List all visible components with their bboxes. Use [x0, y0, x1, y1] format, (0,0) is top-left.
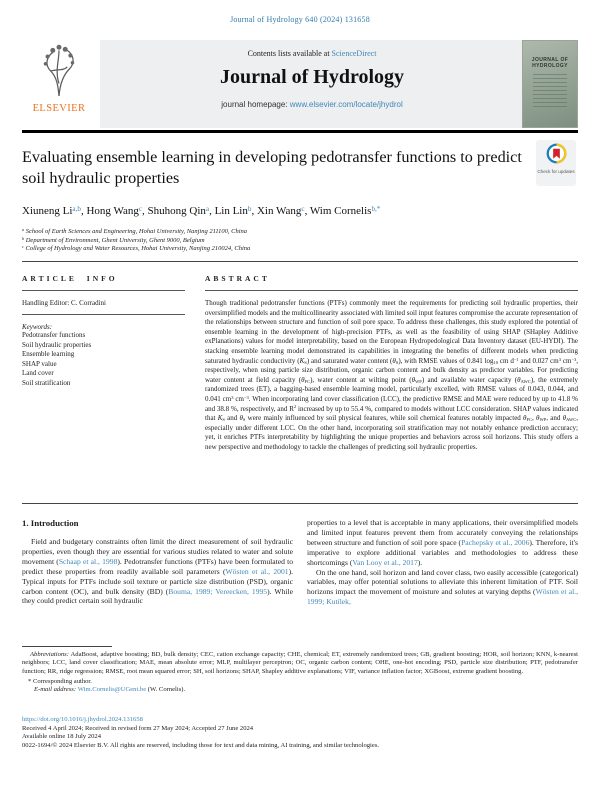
journal-header — [22, 40, 578, 128]
available-online: Available online 18 July 2024 — [22, 733, 101, 741]
text-segment: −3 — [243, 394, 249, 400]
abbreviations-note — [22, 651, 578, 676]
text-segment: , Shuhong Qin — [142, 205, 206, 217]
text-segment: θ — [411, 375, 416, 384]
corresponding-author-note: * Corresponding author. — [28, 677, 92, 685]
text-segment: Though traditional pedotransfer functions (PTFs) commonly meet the requirements for predicting soil hydraulic properties, their oversimplified models and the multicollinearity associated with limited soil input features compromise the accurate representation of the relationships between structure and function of soil pore space. To address these challenges, this study explored the potential of ensemble learning in the development of high-precision PTFs, as well as the feasibility of using SHAP (SHapley Additive exPlanations) values for model interpretability, based on the European Hydropedological Data Inventory dataset (EU-HYDI). The stacking ensemble learning model demonstrated its capabilities in integrating the benefits of different models when predicting saturated hydraulic conductivity ( — [205, 299, 578, 365]
text-segment: Department of Environment, Ghent University, Ghent 9000, Belgium — [24, 236, 205, 244]
received-dates: Received 4 April 2024; Received in revised form 27 May 2024; Accepted 27 June 2024 — [22, 724, 254, 732]
text-segment: Xiuneng Li — [22, 205, 73, 217]
keywords-list — [22, 331, 185, 388]
article-info-column — [22, 262, 185, 453]
text-segment: , Xin Wang — [251, 205, 302, 217]
introduction-heading: 1. Introduction — [22, 518, 79, 528]
text-segment: . When incorporating land cover classification (LCC), the predictive RMSE and MAE were reduced by up to 41.8 % and 38.8 %, respectively, and R — [205, 394, 578, 413]
journal-banner — [100, 40, 524, 128]
text-segment: , and — [546, 414, 563, 423]
body-left-column — [22, 518, 293, 607]
text-segment: WP — [539, 417, 547, 423]
inline-link[interactable]: Wösten et al., 1999; Kutílek, — [307, 587, 578, 607]
check-updates-label: Check for updates — [537, 169, 575, 174]
text-segment: , especially under different LCC. On the other hand, incorporating soil stratification may not notably enhance prediction accuracy; yet, it enriches PTFs interpretability by highlighting the unique properties and behaviors across soil horizons. This study offers a new perspective and methodology to tackle the challenges of predicting soil hydraulic properties. — [205, 414, 579, 451]
inline-link[interactable]: b,* — [371, 204, 381, 213]
body-right-column — [307, 518, 578, 607]
text-segment: ), the extremely randomized trees (ET), a bagging-based ensemble learning model, particularly excelled, with RMSE values of 0.043, 0.044, and 0.041 cm — [205, 375, 578, 403]
sciencedirect-link[interactable]: ScienceDirect — [331, 49, 377, 58]
text-segment: a — [22, 227, 25, 233]
text-segment: AWC — [566, 417, 577, 423]
text-segment: ). — [417, 557, 423, 567]
email-note — [22, 686, 578, 694]
footnote-block — [22, 646, 578, 694]
text-segment: θ — [301, 375, 305, 384]
text-segment: and — [224, 414, 240, 423]
text-segment: 3 — [558, 356, 561, 362]
abstract-heading-rule — [205, 290, 578, 291]
text-segment: 3 — [231, 394, 234, 400]
text-segment: b — [22, 235, 25, 241]
article-info-heading-rule — [22, 290, 185, 291]
text-segment: θ — [523, 414, 527, 423]
text-segment: θ — [562, 414, 567, 423]
header-rule — [22, 130, 578, 133]
journal-cover-title: JOURNAL OF HYDROLOGY — [531, 57, 569, 69]
text-segment: ). Typical inputs for PTFs include soil texture or particle size distribution (PSD), organic carbon content (OC), and bulk density (BD) ( — [22, 566, 293, 596]
text-segment: c — [22, 244, 24, 250]
text-segment: θ — [517, 375, 521, 384]
journal-homepage-link[interactable]: www.elsevier.com/locate/jhydrol — [289, 100, 403, 109]
handling-editor: Handling Editor: C. Corradini — [22, 299, 106, 307]
text-segment: , Wim Cornelis — [304, 205, 372, 217]
text-segment: Abbreviations: — [30, 651, 69, 658]
text-segment: , Hong Wang — [80, 205, 139, 217]
abstract-column — [205, 262, 578, 453]
article-title: Evaluating ensemble learning in developing pedotransfer functions to predict soil hydraulic properties — [22, 148, 522, 187]
text-segment: AdaBoost, adaptive boosting; BD, bulk density; CEC, cation exchange capacity; CHE, chemical; ET, extremely randomized trees; GB, gradient boosting; HOR, soil horizon; KNN, k-nearest neighbors; LCC, land cover classification; MAE, mean absolute error; MLP, multilayer perceptron; OC, organic carbon content; OHE, one-hot encoding; PSD, particle size distribution; PTF, pedotransfer function; RR, ridge regression; RMSE, root mean squared error; SH, soil horizons; SHAP, Shapley additive explanations; VIF, variance inflation factor; XGBoost, extreme gradient boosting. — [22, 651, 578, 675]
journal-reference: Journal of Hydrology 640 (2024) 131658 — [230, 15, 370, 24]
keyword-item: SHAP value — [22, 359, 57, 368]
affiliations — [22, 228, 562, 254]
introduction-paragraph — [22, 537, 293, 606]
text-segment: −3 — [571, 356, 577, 362]
section-bottom-rule — [22, 503, 578, 504]
inline-link[interactable]: b — [247, 204, 252, 213]
text-segment: FC — [304, 378, 311, 384]
keyword-item: Land cover — [22, 369, 54, 377]
abstract-heading: ABSTRACT — [205, 274, 270, 283]
text-segment: cm — [560, 356, 572, 365]
footnote-rule — [22, 646, 112, 647]
text-segment: cm — [233, 394, 244, 403]
text-segment: ), water content at wilting point ( — [310, 375, 412, 384]
inline-link[interactable]: Wim.Cornelis@UGent.be — [77, 686, 147, 694]
text-segment: increased by up to 55.4 %, compared to models without LCC consideration. SHAP values indicated that — [205, 404, 579, 423]
text-segment: , respectively, when using particle size distribution, organic carbon content and bulk density as predictor variables. For predicting water content at field capacity ( — [205, 356, 578, 384]
text-segment: θ — [536, 414, 540, 423]
text-segment: cm d — [498, 356, 514, 365]
text-segment: θ — [239, 414, 243, 423]
doi-link[interactable]: https://doi.org/10.1016/j.jhydrol.2024.131658 — [22, 716, 143, 723]
inline-link[interactable]: Wösten et al., 2001 — [225, 566, 289, 576]
check-for-updates-badge[interactable] — [536, 140, 576, 186]
text-segment: Field and budgetary constraints often limit the direct measurement of soil hydraulic properties, even though they are essential for various studies related to water and solute movement ( — [22, 537, 293, 566]
text-segment: ) and saturated water content ( — [306, 356, 393, 365]
elsevier-wordmark: ELSEVIER — [32, 103, 86, 114]
text-segment: , Lin Lin — [209, 205, 248, 217]
check-updates-icon — [546, 151, 567, 168]
elsevier-logo — [22, 40, 96, 128]
abstract-text — [205, 299, 578, 453]
text-segment: ). Pedotransfer functions (PTFs) have been formulated to predict these properties from readily available soil parameters ( — [22, 556, 294, 576]
text-segment: School of Earth Sciences and Engineering, Hohai University, Nanjing 211100, China — [24, 228, 248, 235]
text-segment: ), with RMSE values of 0.841 log — [398, 356, 494, 365]
keyword-item: Ensemble learning — [22, 350, 75, 358]
article-body — [22, 518, 578, 607]
text-segment: S — [222, 417, 225, 423]
text-segment: On the one hand, soil horizon and land cover class, two easily accessible (categorical) variables, may offer potential solutions to alleviate this inherent limitation of PTF. Soil horizons impact the movement of moisture and solutes at varying depths ( — [307, 567, 578, 597]
text-segment: and 0.027 cm — [518, 356, 559, 365]
text-segment: E-mail address: — [34, 686, 78, 694]
journal-name: Journal of Hydrology — [219, 66, 405, 88]
text-segment: K — [299, 356, 305, 365]
article-info-heading: ARTICLE INFO — [22, 274, 118, 283]
affiliation-line — [22, 228, 562, 237]
text-segment: properties to a level that is acceptable in many applications, their oversimplified models and limited input features prevent them from accurately conveying the relationships between structure and function of soil pore space ( — [307, 518, 578, 547]
text-segment: , — [532, 414, 536, 423]
text-segment: (W. Cornelis). — [146, 686, 186, 694]
text-segment: ). While they could predict certain soil hydraulic — [22, 586, 293, 606]
text-segment: AWC — [520, 378, 531, 384]
text-segment: 10 — [493, 359, 499, 365]
text-segment: S — [242, 417, 246, 423]
inline-link[interactable]: c — [138, 204, 143, 213]
text-segment: 2 — [293, 404, 297, 410]
text-segment: S — [395, 359, 399, 365]
text-segment: College of Hydrology and Water Resources, Hohai University, Nanjing 210024, China — [23, 245, 251, 253]
keyword-item: Soil stratification — [22, 378, 71, 387]
editor-rule — [22, 314, 185, 315]
author-list — [22, 205, 562, 217]
keyword-item: Soil hydraulic properties — [22, 340, 92, 349]
text-segment: −1 — [513, 356, 519, 362]
body-paragraph — [307, 518, 578, 568]
text-segment: WP — [415, 378, 422, 384]
affiliation-line — [22, 245, 562, 254]
contents-available-label: Contents lists available at — [247, 49, 330, 58]
text-segment: FC — [526, 417, 533, 423]
article-footer — [22, 716, 578, 750]
journal-cover-toc — [533, 74, 567, 108]
inline-link[interactable]: Van Looy et al., 2017 — [352, 557, 418, 567]
text-segment: S — [304, 359, 307, 365]
text-segment: ). Therefore, it's imperative to explore additional variables and methodologies to address these shortcomings ( — [307, 537, 578, 567]
contents-available-text — [100, 49, 524, 58]
text-segment: K — [217, 414, 223, 423]
text-segment: θ — [392, 356, 396, 365]
info-abstract-section — [22, 261, 578, 453]
elsevier-tree-icon — [34, 85, 84, 102]
inline-link[interactable]: a — [205, 204, 210, 213]
keyword-item: Pedotransfer functions — [22, 331, 86, 339]
inline-link[interactable]: c — [301, 204, 305, 213]
journal-cover-thumbnail[interactable] — [522, 40, 578, 128]
inline-link[interactable]: Pachepsky et al., 2006 — [461, 537, 530, 547]
text-segment: were mainly influenced by soil physical features, while soil chemical features notably impacted — [245, 414, 524, 423]
journal-homepage-line — [100, 100, 524, 109]
copyright-line: 0022-1694/© 2024 Elsevier B.V. All rights are reserved, including those for text and data mining, AI training, and similar technologies. — [22, 741, 380, 749]
homepage-label: journal homepage: — [221, 100, 288, 109]
inline-link[interactable]: Schaap et al., 1998 — [58, 556, 118, 566]
body-paragraph — [307, 568, 578, 608]
inline-link[interactable]: a,b — [72, 204, 81, 213]
keywords-label: Keywords: — [22, 323, 53, 331]
affiliation-line — [22, 237, 562, 246]
text-segment: ) and available water capacity ( — [421, 375, 518, 384]
inline-link[interactable]: Bouma, 1989; Vereecken, 1995 — [168, 586, 268, 596]
